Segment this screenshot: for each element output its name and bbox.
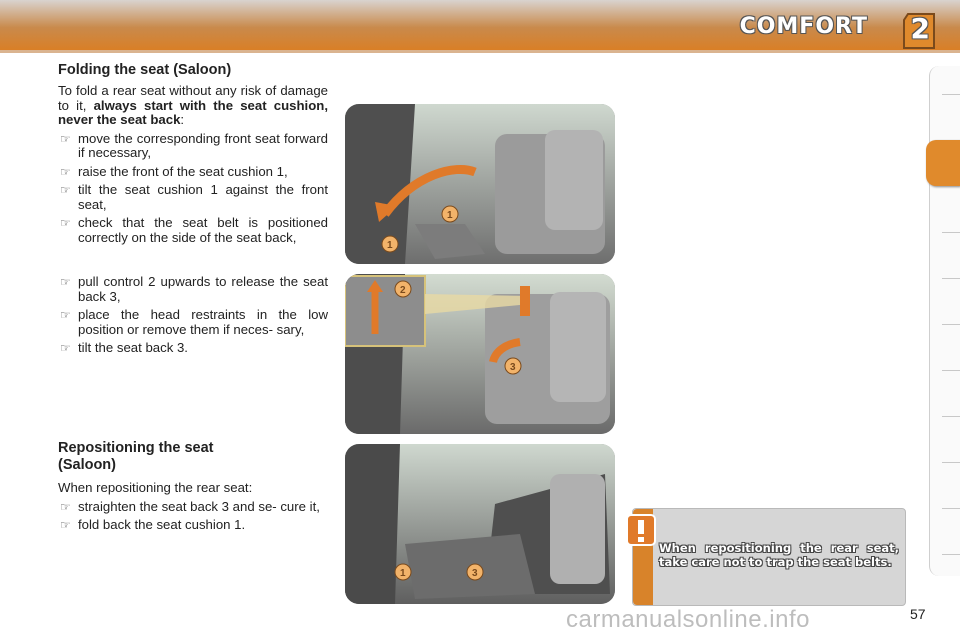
section-title: COMFORT (739, 14, 868, 39)
photo-label: 1 (447, 210, 453, 221)
step-text: place the head restraints in the low position or remove them if neces- sary, (78, 307, 328, 337)
step-text: straighten the seat back 3 and se- cure it, (78, 498, 320, 514)
pointer-icon: ☞ (60, 341, 71, 355)
warning-text: When repositioning the rear seat, take care not to trap the seat belts. (659, 541, 899, 569)
pointer-icon: ☞ (60, 164, 71, 179)
pointer-icon: ☞ (60, 308, 71, 322)
repositioning-intro: When repositioning the rear seat: (58, 480, 253, 495)
pointer-icon: ☞ (60, 216, 71, 230)
seat-folded-photo (345, 444, 615, 604)
pointer-icon: ☞ (60, 518, 71, 532)
folding-steps-1 (58, 132, 328, 246)
list-item (58, 275, 328, 304)
photo-label: 2 (400, 285, 406, 296)
repositioning-title: Repositioning the seat (Saloon) (58, 440, 214, 473)
pointer-icon: ☞ (60, 499, 71, 514)
repositioning-section (58, 440, 258, 474)
list-item (58, 132, 328, 161)
list-item (58, 308, 328, 337)
folding-intro-text: To fold a rear seat without any risk of damage to it, (58, 83, 328, 113)
pointer-icon: ☞ (60, 275, 71, 289)
chapter-number: 2 (910, 12, 930, 45)
folding-intro (58, 84, 328, 128)
folding-section-continued (58, 275, 328, 360)
pointer-icon: ☞ (60, 183, 71, 197)
folding-title: Folding the seat (Saloon) (58, 62, 232, 78)
repositioning-steps (58, 500, 328, 533)
repositioning-body (58, 481, 328, 537)
seat-cushion-photo (345, 104, 615, 264)
seat-back-release-photo (345, 274, 615, 434)
folding-steps-2 (58, 275, 328, 356)
photo-label: 1 (387, 240, 393, 251)
step-text: tilt the seat back 3. (78, 340, 188, 355)
photo-label: 1 (400, 568, 406, 579)
exclamation-icon (625, 513, 657, 547)
list-item (58, 341, 328, 356)
step-text: pull control 2 upwards to release the seat back 3, (78, 274, 328, 304)
folding-section (58, 62, 328, 249)
warning-box (632, 508, 906, 606)
photo-label: 3 (472, 568, 478, 579)
active-chapter-tab[interactable] (926, 140, 960, 186)
step-text: fold back the seat cushion 1. (78, 517, 246, 532)
pointer-icon: ☞ (60, 131, 71, 146)
folding-intro-end: : (180, 112, 185, 127)
step-text: move the corresponding front seat forward if necessary, (78, 130, 328, 160)
page-number: 57 (910, 606, 926, 622)
list-item (58, 518, 328, 533)
header-divider (0, 50, 960, 53)
photo-label: 3 (510, 362, 516, 373)
list-item (58, 500, 328, 515)
watermark: carmanualsonline.info (566, 606, 810, 633)
list-item (58, 216, 328, 245)
step-text: check that the seat belt is positioned correctly on the side of the seat back, (78, 215, 328, 245)
folding-intro-bold: always start with the seat cushion, never the seat back (58, 97, 328, 127)
list-item (58, 183, 328, 212)
step-text: raise the front of the seat cushion 1, (78, 163, 288, 179)
list-item (58, 165, 328, 180)
step-text: tilt the seat cushion 1 against the front seat, (78, 182, 328, 212)
